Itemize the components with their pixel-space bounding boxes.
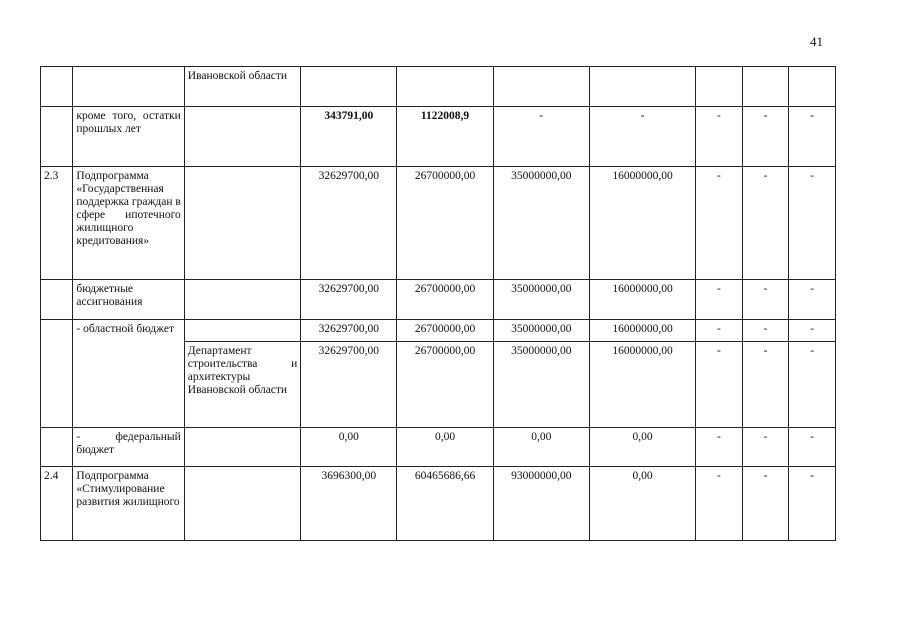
dash-cell: - xyxy=(789,467,836,541)
dash-cell: - xyxy=(789,107,836,167)
dash-cell: - xyxy=(742,428,789,467)
dash-cell: - xyxy=(742,342,789,428)
dash-cell: - xyxy=(696,467,743,541)
dash-cell xyxy=(696,67,743,107)
dash-cell: - xyxy=(742,167,789,280)
row-name-cell: Подпрограмма «Стимулирование развития жилищного xyxy=(73,467,184,541)
row-name-cell: кроме того, остатки прошлых лет xyxy=(73,107,184,167)
dash-cell: - xyxy=(696,320,743,342)
value-cell: 60465686,66 xyxy=(397,467,493,541)
value-cell: 16000000,00 xyxy=(589,167,695,280)
row-executor-cell xyxy=(184,320,300,342)
value-cell: 0,00 xyxy=(589,467,695,541)
table-row xyxy=(41,67,836,107)
dash-cell: - xyxy=(789,280,836,320)
row-id-cell xyxy=(41,67,73,107)
dash-cell: - xyxy=(696,280,743,320)
row-executor-cell xyxy=(184,428,300,467)
table-row xyxy=(41,167,836,280)
row-executor-cell xyxy=(184,107,300,167)
value-cell: 3696300,00 xyxy=(301,467,397,541)
row-id-cell: 2.4 xyxy=(41,467,73,541)
value-cell: 35000000,00 xyxy=(493,342,589,428)
dash-cell: - xyxy=(789,320,836,342)
dash-cell: - xyxy=(742,320,789,342)
value-cell: 16000000,00 xyxy=(589,320,695,342)
value-cell xyxy=(589,67,695,107)
row-executor-cell: Ивановской области xyxy=(184,67,300,107)
value-cell: 32629700,00 xyxy=(301,280,397,320)
value-cell: - xyxy=(493,107,589,167)
row-executor-cell xyxy=(184,467,300,541)
dash-cell: - xyxy=(742,280,789,320)
row-executor-cell: Департамент строительства и архитектуры Ивановской области xyxy=(184,342,300,428)
dash-cell: - xyxy=(696,107,743,167)
value-cell: 0,00 xyxy=(589,428,695,467)
row-id-cell xyxy=(41,280,73,320)
row-id-cell xyxy=(41,320,73,428)
value-cell: 35000000,00 xyxy=(493,320,589,342)
table-row xyxy=(41,107,836,167)
dash-cell: - xyxy=(742,107,789,167)
value-cell: 35000000,00 xyxy=(493,280,589,320)
row-name-cell xyxy=(73,67,184,107)
budget-table xyxy=(40,66,836,541)
row-id-cell xyxy=(41,107,73,167)
dash-cell xyxy=(742,67,789,107)
row-name-cell: - областной бюджет xyxy=(73,320,184,428)
value-cell: 93000000,00 xyxy=(493,467,589,541)
dash-cell: - xyxy=(789,428,836,467)
value-cell: 26700000,00 xyxy=(397,280,493,320)
row-name-cell: - федеральный бюджет xyxy=(73,428,184,467)
value-cell: 16000000,00 xyxy=(589,280,695,320)
dash-cell: - xyxy=(789,167,836,280)
dash-cell: - xyxy=(789,342,836,428)
value-cell: 35000000,00 xyxy=(493,167,589,280)
value-cell: 0,00 xyxy=(301,428,397,467)
page-number: 41 xyxy=(810,34,823,49)
value-cell: 0,00 xyxy=(493,428,589,467)
row-name-cell: Подпрограмма «Государственная поддержка граждан в сфере ипотечного жилищного кредитования» xyxy=(73,167,184,280)
value-cell xyxy=(493,67,589,107)
value-cell: 26700000,00 xyxy=(397,342,493,428)
value-cell: 32629700,00 xyxy=(301,320,397,342)
dash-cell: - xyxy=(696,342,743,428)
table-row xyxy=(41,280,836,320)
table-row xyxy=(41,467,836,541)
value-cell: 26700000,00 xyxy=(397,167,493,280)
value-cell: 343791,00 xyxy=(301,107,397,167)
value-cell: 26700000,00 xyxy=(397,320,493,342)
row-name-cell: бюджетные ассигнования xyxy=(73,280,184,320)
value-cell: 0,00 xyxy=(397,428,493,467)
row-executor-cell xyxy=(184,280,300,320)
value-cell: - xyxy=(589,107,695,167)
row-executor-cell xyxy=(184,167,300,280)
dash-cell: - xyxy=(696,167,743,280)
row-id-cell: 2.3 xyxy=(41,167,73,280)
row-id-cell xyxy=(41,428,73,467)
value-cell: 32629700,00 xyxy=(301,342,397,428)
table-row xyxy=(41,428,836,467)
value-cell xyxy=(397,67,493,107)
dash-cell: - xyxy=(696,428,743,467)
table-row xyxy=(41,320,836,342)
value-cell: 32629700,00 xyxy=(301,167,397,280)
value-cell xyxy=(301,67,397,107)
value-cell: 1122008,9 xyxy=(397,107,493,167)
dash-cell xyxy=(789,67,836,107)
dash-cell: - xyxy=(742,467,789,541)
value-cell: 16000000,00 xyxy=(589,342,695,428)
